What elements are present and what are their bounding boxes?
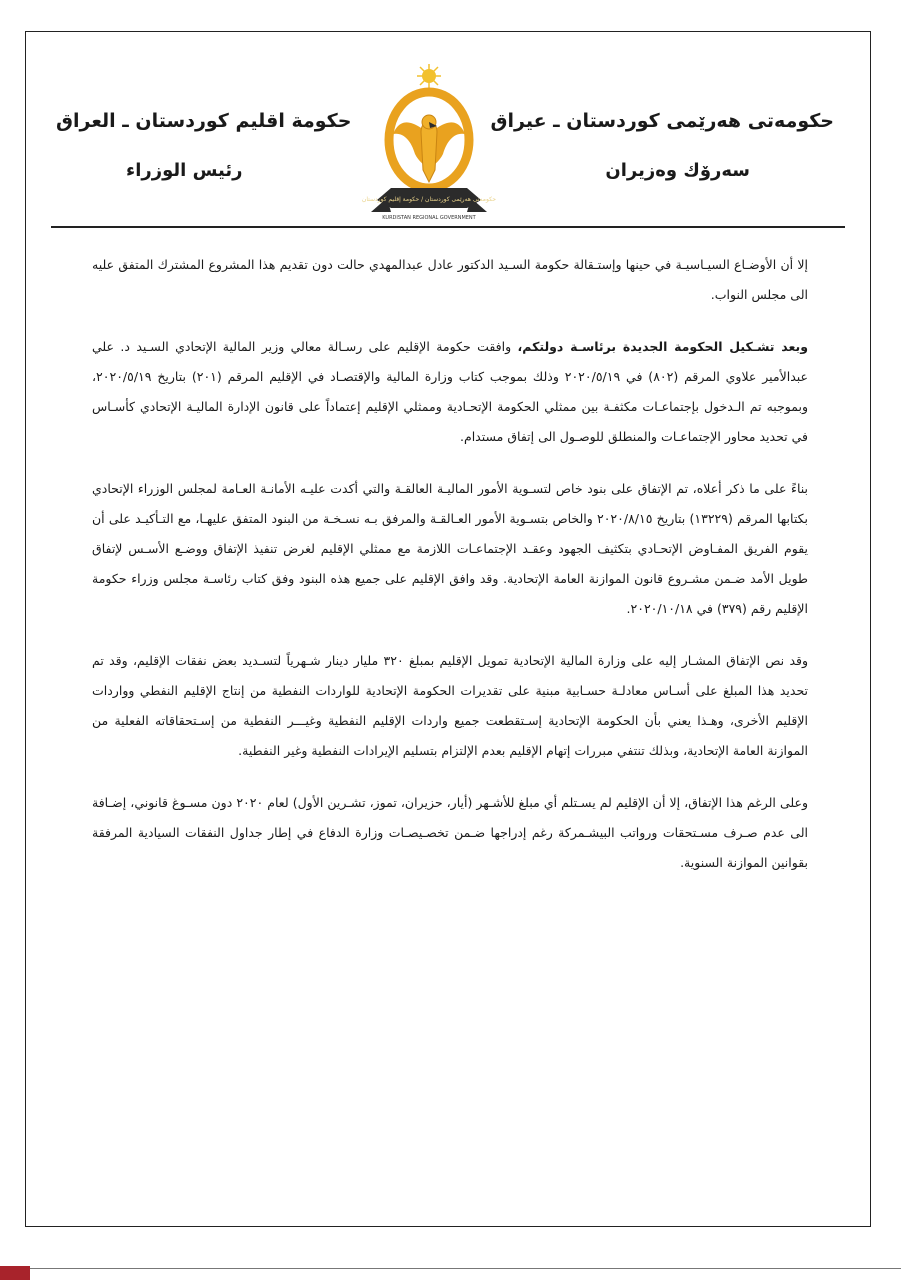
paragraph-2-text: وافقت حكومة الإقليم على رسـالة معالي وزير المالية الإتحادي السـيد د. علي عبدالأمير علاوي المرقم (٨٠٢) في ٢٠٢٠/٥/١٩ وذلك بموجب كتاب وزارة المالية والإقتصـاد في الإقليم المرقم (٢٠١) بتاريخ ٢٠٢٠/٥/١٩، وبموجبه تم الـدخول بإجتماعـات مكثفـة بين ممثلي الحكومة الإتحـادية وممثلي الإقليم إعتماداً على قانون الإدارة الماليـة الإتحادي كأسـاس في تحديد محاور الإجتماعـات والمنطلق للوصـول الى إتفاق مستدام. [92, 339, 809, 444]
paragraph-5: وعلى الرغم هذا الإتفاق، إلا أن الإقليم لم يسـتلم أي مبلغ للأشـهر (أيار، حزيران، تموز، تشـرين الأول) لعام ٢٠٢٠ دون مسـوغ قانوني، إضـافة الى عدم صـرف مسـتحقات ورواتب البيشـمركة رغم إدراجها ضـمن تخصـيصـات وزارة الدفاع في إطار جداول النفقات السيادية المرفقة بقوانين الموازنة السنوية. [92, 795, 808, 870]
emblem-caption: KURDISTAN REGIONAL GOVERNMENT [382, 215, 476, 221]
arabic-government-title: حكومة اقليم كوردستان ـ العراق [56, 110, 352, 132]
paragraph-3: بناءً على ما ذكر أعلاه، تم الإتفاق على بنود خاص لتسـوية الأمور الماليـة العالقـة والتي أكدت عليـه الأمانـة العـامة لمجلس الوزراء الإتحادي بكتابها المرقم (١٣٢٢٩) بتاريخ ٢٠٢٠/٨/١٥ والخاص بتسـوية الأمور العـالقـة والمرفق بـه نسـخـة من البنود المتفق عليهـا، مع التـأكيـد على أن يقوم الفريق المفـاوض الإتحـادي بتكثيف الجهود وعقـد الإجتماعـات اللازمة مع ممثلي الإقليم لغرض تنفيذ الإتفاق ووضـع الأسـس لإتفاق طويل الأمد ضـمن مشـروع قانون الموازنة العامة الإتحادية. وقد وافق الإقليم على جميع هذه البنود وفق كتاب رئاسـة مجلس وزراء حكومة الإقليم رقم (٣٧٩) في ٢٠٢٠/١٠/١٨. [92, 481, 808, 616]
paragraph-4: وقد نص الإتفاق المشـار إليه على وزارة المالية الإتحادية تمويل الإقليم بمبلغ ٣٢٠ مليار دينار شـهرياً لتسـديد بعض نفقات الإقليم، وقد تم تحديد هذا المبلغ على أسـاس معادلـة حسـابية مبنية على تقديرات الحكومة الإتحادية للواردات النفطية من إنتاج الإقليم النفطي وواردات الإقليم الأخرى، وهـذا يعني بأن الحكومة الإتحادية إسـتقطعت جميع واردات الإقليم النفطية وغيـــر النفطية من إسـتحقاقاته الفعلية من الموازنة العامة الإتحادية، وبذلك تنتفي مبررات إتهام الإقليم بعدم الإلتزام بتسليم الإيرادات النفطية وغير النفطية. [92, 653, 809, 758]
sun-icon [417, 64, 441, 88]
emblem-banner-text: حکومەتی هەرێمی کوردستان / حكومة إقليم كوردستان [361, 196, 497, 203]
footer-divider [30, 1268, 901, 1269]
arabic-prime-minister-title: رئيس الوزراء [126, 160, 243, 181]
paragraph-2 [92, 332, 808, 452]
krg-emblem-icon [361, 62, 497, 227]
paragraph-2-lead: وبعد تشـكيل الحكومة الجديدة برئاسـة دولتكم، [517, 339, 808, 354]
footer-accent [0, 1266, 30, 1280]
kurdish-government-title: حکومەتی هەرێمی کوردستان ـ عیراق [490, 110, 834, 132]
letter-page [25, 31, 871, 1227]
kurdish-prime-minister-title: سەرۆك وەزیران [605, 160, 750, 181]
letter-body [92, 250, 808, 900]
letterhead [26, 32, 870, 227]
paragraph-1: إلا أن الأوضـاع السيـاسيـة في حينها وإستـقالة حكومة السـيد الدكتور عادل عبدالمهدي حالت دون تقديم هذا المشروع المشترك المتفق عليه الى مجلس النواب. [92, 257, 808, 302]
header-divider [51, 226, 845, 228]
